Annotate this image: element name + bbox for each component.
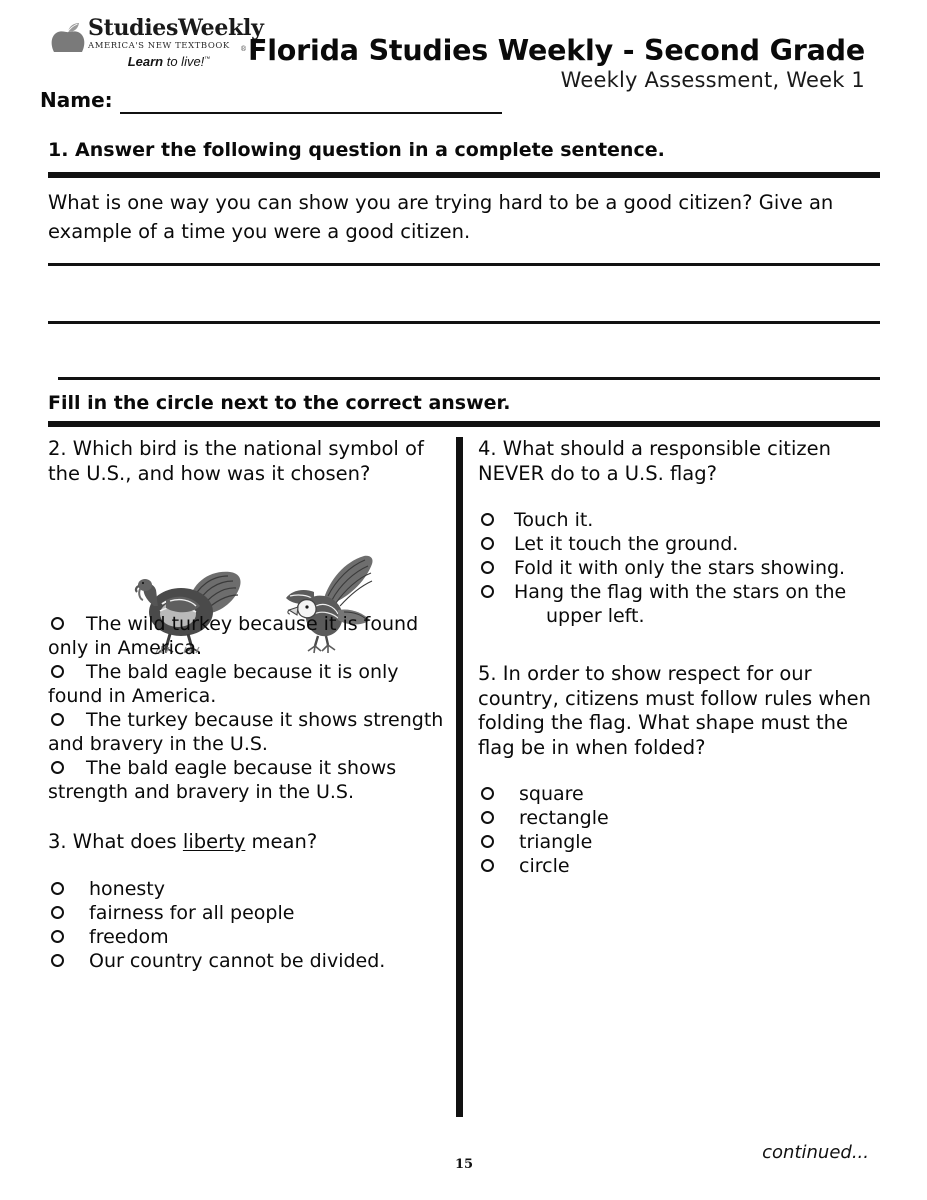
option-q5-3[interactable] [478, 830, 878, 854]
radio-circle-icon[interactable] [481, 835, 494, 848]
logo-trademark-mark: ™ [204, 56, 211, 63]
option-q3-1[interactable] [48, 877, 448, 901]
page-header [0, 0, 927, 132]
question-3-stem-post: mean? [245, 830, 318, 853]
question-3-stem-pre: 3. What does [48, 830, 183, 853]
section-1-rule [48, 172, 880, 178]
logo-registered-mark: ® [240, 45, 247, 53]
radio-circle-icon[interactable] [51, 713, 64, 726]
option-q4-4[interactable] [478, 580, 878, 628]
option-q5-1[interactable] [478, 782, 878, 806]
logo-slogan [84, 54, 254, 69]
option-q2-4[interactable] [48, 756, 448, 804]
radio-circle-icon[interactable] [481, 811, 494, 824]
name-input-line[interactable] [120, 112, 502, 114]
option-label: The bald eagle because it is only found in America. [48, 661, 399, 707]
option-q2-3[interactable] [48, 708, 448, 756]
question-2-stem: 2. Which bird is the national symbol of the U.S., and how was it chosen? [48, 437, 424, 485]
question-5-stem: 5. In order to show respect for our country, citizens must follow rules when folding the flag. What shape must the flag be in when folded? [478, 662, 871, 759]
option-label: The turkey because it shows strength and bravery in the U.S. [48, 709, 444, 755]
option-q3-3[interactable] [48, 925, 448, 949]
option-label: Our country cannot be divided. [89, 949, 386, 972]
fill-in-rule [48, 421, 880, 427]
option-label: Hang the flag with the stars on the [514, 581, 847, 603]
radio-circle-icon[interactable] [51, 665, 64, 678]
question-4-stem: 4. What should a responsible citizen NEVER do to a U.S. flag? [478, 437, 831, 485]
option-label: honesty [89, 877, 165, 900]
right-column [478, 437, 878, 878]
option-q3-2[interactable] [48, 901, 448, 925]
question-2-options [48, 612, 448, 804]
continued-label: continued... [762, 1142, 869, 1163]
option-label: Fold it with only the stars showing. [514, 557, 846, 579]
logo-wordmark: StudiesWeekly [88, 15, 264, 41]
radio-circle-icon[interactable] [51, 930, 64, 943]
option-q4-3[interactable] [478, 556, 878, 580]
page-subtitle: Weekly Assessment, Week 1 [560, 68, 865, 92]
option-q2-1[interactable] [48, 612, 448, 660]
option-q5-2[interactable] [478, 806, 878, 830]
left-column [48, 437, 448, 973]
option-label: Touch it. [514, 509, 594, 531]
question-3-stem-underlined: liberty [182, 830, 246, 853]
radio-circle-icon[interactable] [481, 585, 494, 598]
question-4-options [478, 508, 878, 628]
radio-circle-icon[interactable] [51, 954, 64, 967]
radio-circle-icon[interactable] [481, 537, 494, 550]
name-field-row [40, 88, 510, 120]
question-3-options [48, 877, 448, 973]
answer-line-2[interactable] [48, 321, 880, 324]
question-3-stem [48, 830, 448, 855]
radio-circle-icon[interactable] [51, 882, 64, 895]
radio-circle-icon[interactable] [481, 561, 494, 574]
answer-line-3[interactable] [58, 377, 880, 380]
option-label-continued: upper left. [546, 605, 645, 627]
option-label: circle [519, 855, 570, 877]
radio-circle-icon[interactable] [481, 859, 494, 872]
option-q4-1[interactable] [478, 508, 878, 532]
option-label: triangle [519, 831, 593, 853]
option-q2-2[interactable] [48, 660, 448, 708]
option-label: The wild turkey because it is found only in America. [48, 613, 419, 659]
studies-weekly-logo [48, 15, 264, 78]
page-title: Florida Studies Weekly - Second Grade [247, 34, 865, 67]
radio-circle-icon[interactable] [51, 906, 64, 919]
fill-in-instruction: Fill in the circle next to the correct answer. [48, 392, 511, 414]
logo-tagline: AMERICA'S NEW TEXTBOOK [88, 41, 230, 51]
option-label: freedom [89, 925, 169, 948]
option-q4-2[interactable] [478, 532, 878, 556]
logo-slogan-bold: Learn [127, 54, 164, 69]
option-label: fairness for all people [89, 901, 295, 924]
question-5-options [478, 782, 878, 878]
option-q3-4[interactable] [48, 949, 448, 973]
radio-circle-icon[interactable] [481, 787, 494, 800]
column-divider [456, 437, 463, 1117]
option-label: The bald eagle because it shows strength and bravery in the U.S. [48, 757, 397, 803]
name-label: Name: [40, 88, 113, 112]
apple-leaf-logo-icon [48, 22, 90, 56]
radio-circle-icon[interactable] [51, 761, 64, 774]
question-1-heading: 1. Answer the following question in a complete sentence. [48, 139, 665, 161]
option-q5-4[interactable] [478, 854, 878, 878]
question-2-illustrations [48, 494, 448, 612]
page-number: 15 [455, 1157, 474, 1172]
radio-circle-icon[interactable] [481, 513, 494, 526]
answer-line-1[interactable] [48, 263, 880, 266]
radio-circle-icon[interactable] [51, 617, 64, 630]
option-label: Let it touch the ground. [514, 533, 739, 555]
question-1-prompt: What is one way you can show you are trying hard to be a good citizen? Give an example of a time you were a good citizen. [48, 191, 834, 243]
option-label: rectangle [519, 807, 609, 829]
option-label: square [519, 783, 584, 805]
logo-slogan-rest: to live! [163, 54, 205, 69]
